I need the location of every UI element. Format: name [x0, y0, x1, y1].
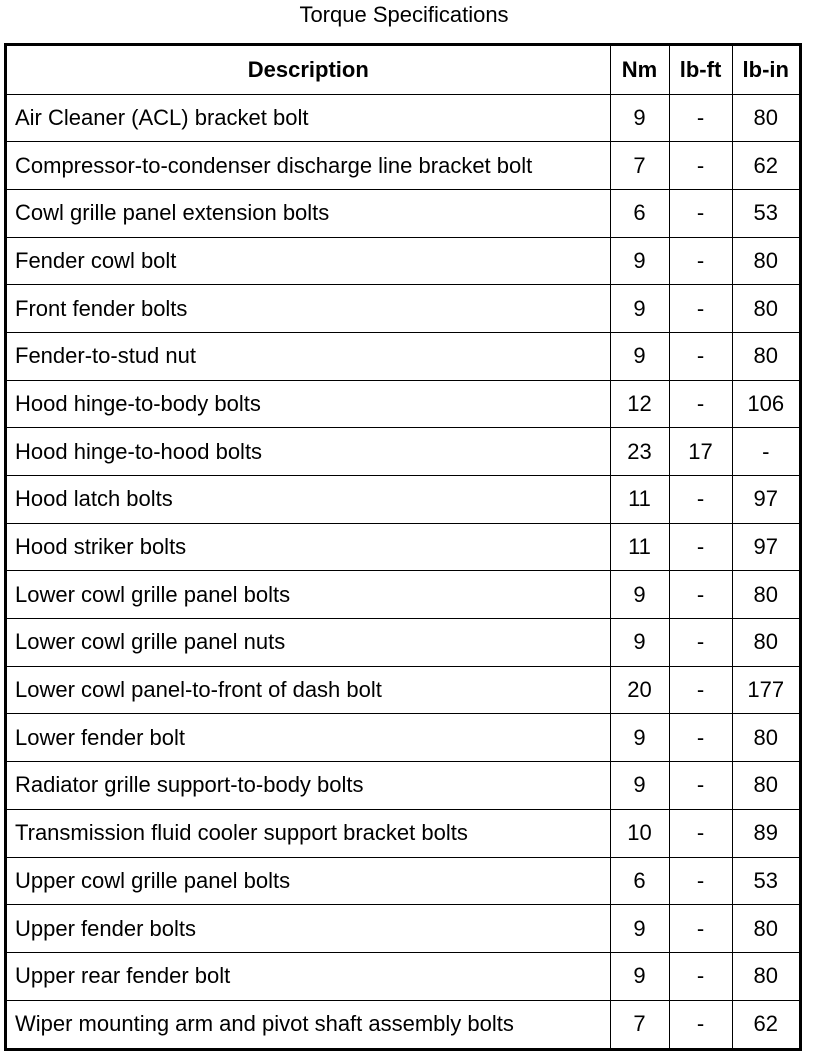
cell-lbin: 62: [732, 142, 799, 190]
cell-description: Front fender bolts: [7, 285, 610, 333]
table-row: [7, 952, 799, 1000]
cell-lbft: -: [669, 571, 732, 619]
cell-description: Cowl grille panel extension bolts: [7, 189, 610, 237]
cell-lbft: -: [669, 380, 732, 428]
column-header-description: Description: [7, 46, 610, 94]
cell-nm: 6: [610, 857, 669, 905]
table-header-row: [7, 46, 799, 94]
table-row: [7, 666, 799, 714]
cell-lbft: -: [669, 619, 732, 667]
cell-nm: 9: [610, 237, 669, 285]
cell-description: Hood hinge-to-body bolts: [7, 380, 610, 428]
cell-nm: 7: [610, 1000, 669, 1048]
cell-description: Compressor-to-condenser discharge line bracket bolt: [7, 142, 610, 190]
table-row: [7, 476, 799, 524]
cell-nm: 9: [610, 905, 669, 953]
cell-nm: 9: [610, 952, 669, 1000]
cell-description: Fender cowl bolt: [7, 237, 610, 285]
cell-nm: 9: [610, 619, 669, 667]
cell-description: Lower cowl grille panel nuts: [7, 619, 610, 667]
cell-lbin: 53: [732, 857, 799, 905]
cell-lbft: -: [669, 237, 732, 285]
cell-lbin: 177: [732, 666, 799, 714]
column-header-lbft: lb-ft: [669, 46, 732, 94]
cell-lbin: 80: [732, 94, 799, 142]
cell-lbin: 80: [732, 332, 799, 380]
cell-lbin: 80: [732, 571, 799, 619]
cell-lbft: -: [669, 666, 732, 714]
cell-description: Radiator grille support-to-body bolts: [7, 762, 610, 810]
cell-lbin: 80: [732, 952, 799, 1000]
table-row: [7, 571, 799, 619]
cell-nm: 11: [610, 476, 669, 524]
cell-lbft: 17: [669, 428, 732, 476]
cell-lbin: 80: [732, 905, 799, 953]
cell-lbft: -: [669, 189, 732, 237]
cell-nm: 7: [610, 142, 669, 190]
table-row: [7, 142, 799, 190]
table-row: [7, 189, 799, 237]
cell-nm: 12: [610, 380, 669, 428]
cell-lbft: -: [669, 476, 732, 524]
cell-lbft: -: [669, 142, 732, 190]
cell-lbin: 97: [732, 476, 799, 524]
cell-description: Wiper mounting arm and pivot shaft assembly bolts: [7, 1000, 610, 1048]
cell-lbft: -: [669, 523, 732, 571]
table-row: [7, 714, 799, 762]
cell-description: Fender-to-stud nut: [7, 332, 610, 380]
cell-lbft: -: [669, 809, 732, 857]
cell-lbft: -: [669, 285, 732, 333]
cell-lbin: 80: [732, 285, 799, 333]
cell-description: Lower cowl panel-to-front of dash bolt: [7, 666, 610, 714]
cell-lbin: 80: [732, 762, 799, 810]
cell-lbft: -: [669, 94, 732, 142]
table-row: [7, 905, 799, 953]
cell-description: Lower cowl grille panel bolts: [7, 571, 610, 619]
page-title: Torque Specifications: [299, 2, 509, 27]
cell-lbin: -: [732, 428, 799, 476]
torque-specifications-table: [4, 43, 802, 1051]
cell-lbft: -: [669, 857, 732, 905]
table-row: [7, 94, 799, 142]
table-row: [7, 1000, 799, 1048]
cell-lbin: 62: [732, 1000, 799, 1048]
cell-lbft: -: [669, 762, 732, 810]
table-row: [7, 619, 799, 667]
cell-lbft: -: [669, 952, 732, 1000]
cell-lbin: 106: [732, 380, 799, 428]
cell-description: Upper rear fender bolt: [7, 952, 610, 1000]
table-row: [7, 762, 799, 810]
cell-nm: 11: [610, 523, 669, 571]
cell-lbft: -: [669, 332, 732, 380]
column-header-lbin: lb-in: [732, 46, 799, 94]
cell-nm: 6: [610, 189, 669, 237]
cell-description: Hood striker bolts: [7, 523, 610, 571]
cell-nm: 9: [610, 285, 669, 333]
table-row: [7, 285, 799, 333]
cell-lbin: 80: [732, 714, 799, 762]
cell-nm: 20: [610, 666, 669, 714]
cell-nm: 9: [610, 714, 669, 762]
cell-description: Upper cowl grille panel bolts: [7, 857, 610, 905]
cell-description: Lower fender bolt: [7, 714, 610, 762]
cell-nm: 23: [610, 428, 669, 476]
cell-lbin: 80: [732, 237, 799, 285]
table-row: [7, 857, 799, 905]
cell-nm: 9: [610, 762, 669, 810]
cell-nm: 10: [610, 809, 669, 857]
table-row: [7, 428, 799, 476]
cell-lbft: -: [669, 905, 732, 953]
table-row: [7, 332, 799, 380]
cell-nm: 9: [610, 94, 669, 142]
cell-lbft: -: [669, 1000, 732, 1048]
cell-description: Transmission fluid cooler support bracket bolts: [7, 809, 610, 857]
cell-description: Air Cleaner (ACL) bracket bolt: [7, 94, 610, 142]
cell-lbin: 53: [732, 189, 799, 237]
table-body: [7, 94, 799, 1048]
cell-lbin: 97: [732, 523, 799, 571]
torque-table: [7, 46, 799, 1048]
table-row: [7, 380, 799, 428]
cell-description: Hood latch bolts: [7, 476, 610, 524]
cell-nm: 9: [610, 571, 669, 619]
cell-lbft: -: [669, 714, 732, 762]
cell-nm: 9: [610, 332, 669, 380]
cell-description: Hood hinge-to-hood bolts: [7, 428, 610, 476]
table-row: [7, 809, 799, 857]
column-header-nm: Nm: [610, 46, 669, 94]
cell-lbin: 80: [732, 619, 799, 667]
cell-lbin: 89: [732, 809, 799, 857]
table-row: [7, 237, 799, 285]
cell-description: Upper fender bolts: [7, 905, 610, 953]
table-row: [7, 523, 799, 571]
